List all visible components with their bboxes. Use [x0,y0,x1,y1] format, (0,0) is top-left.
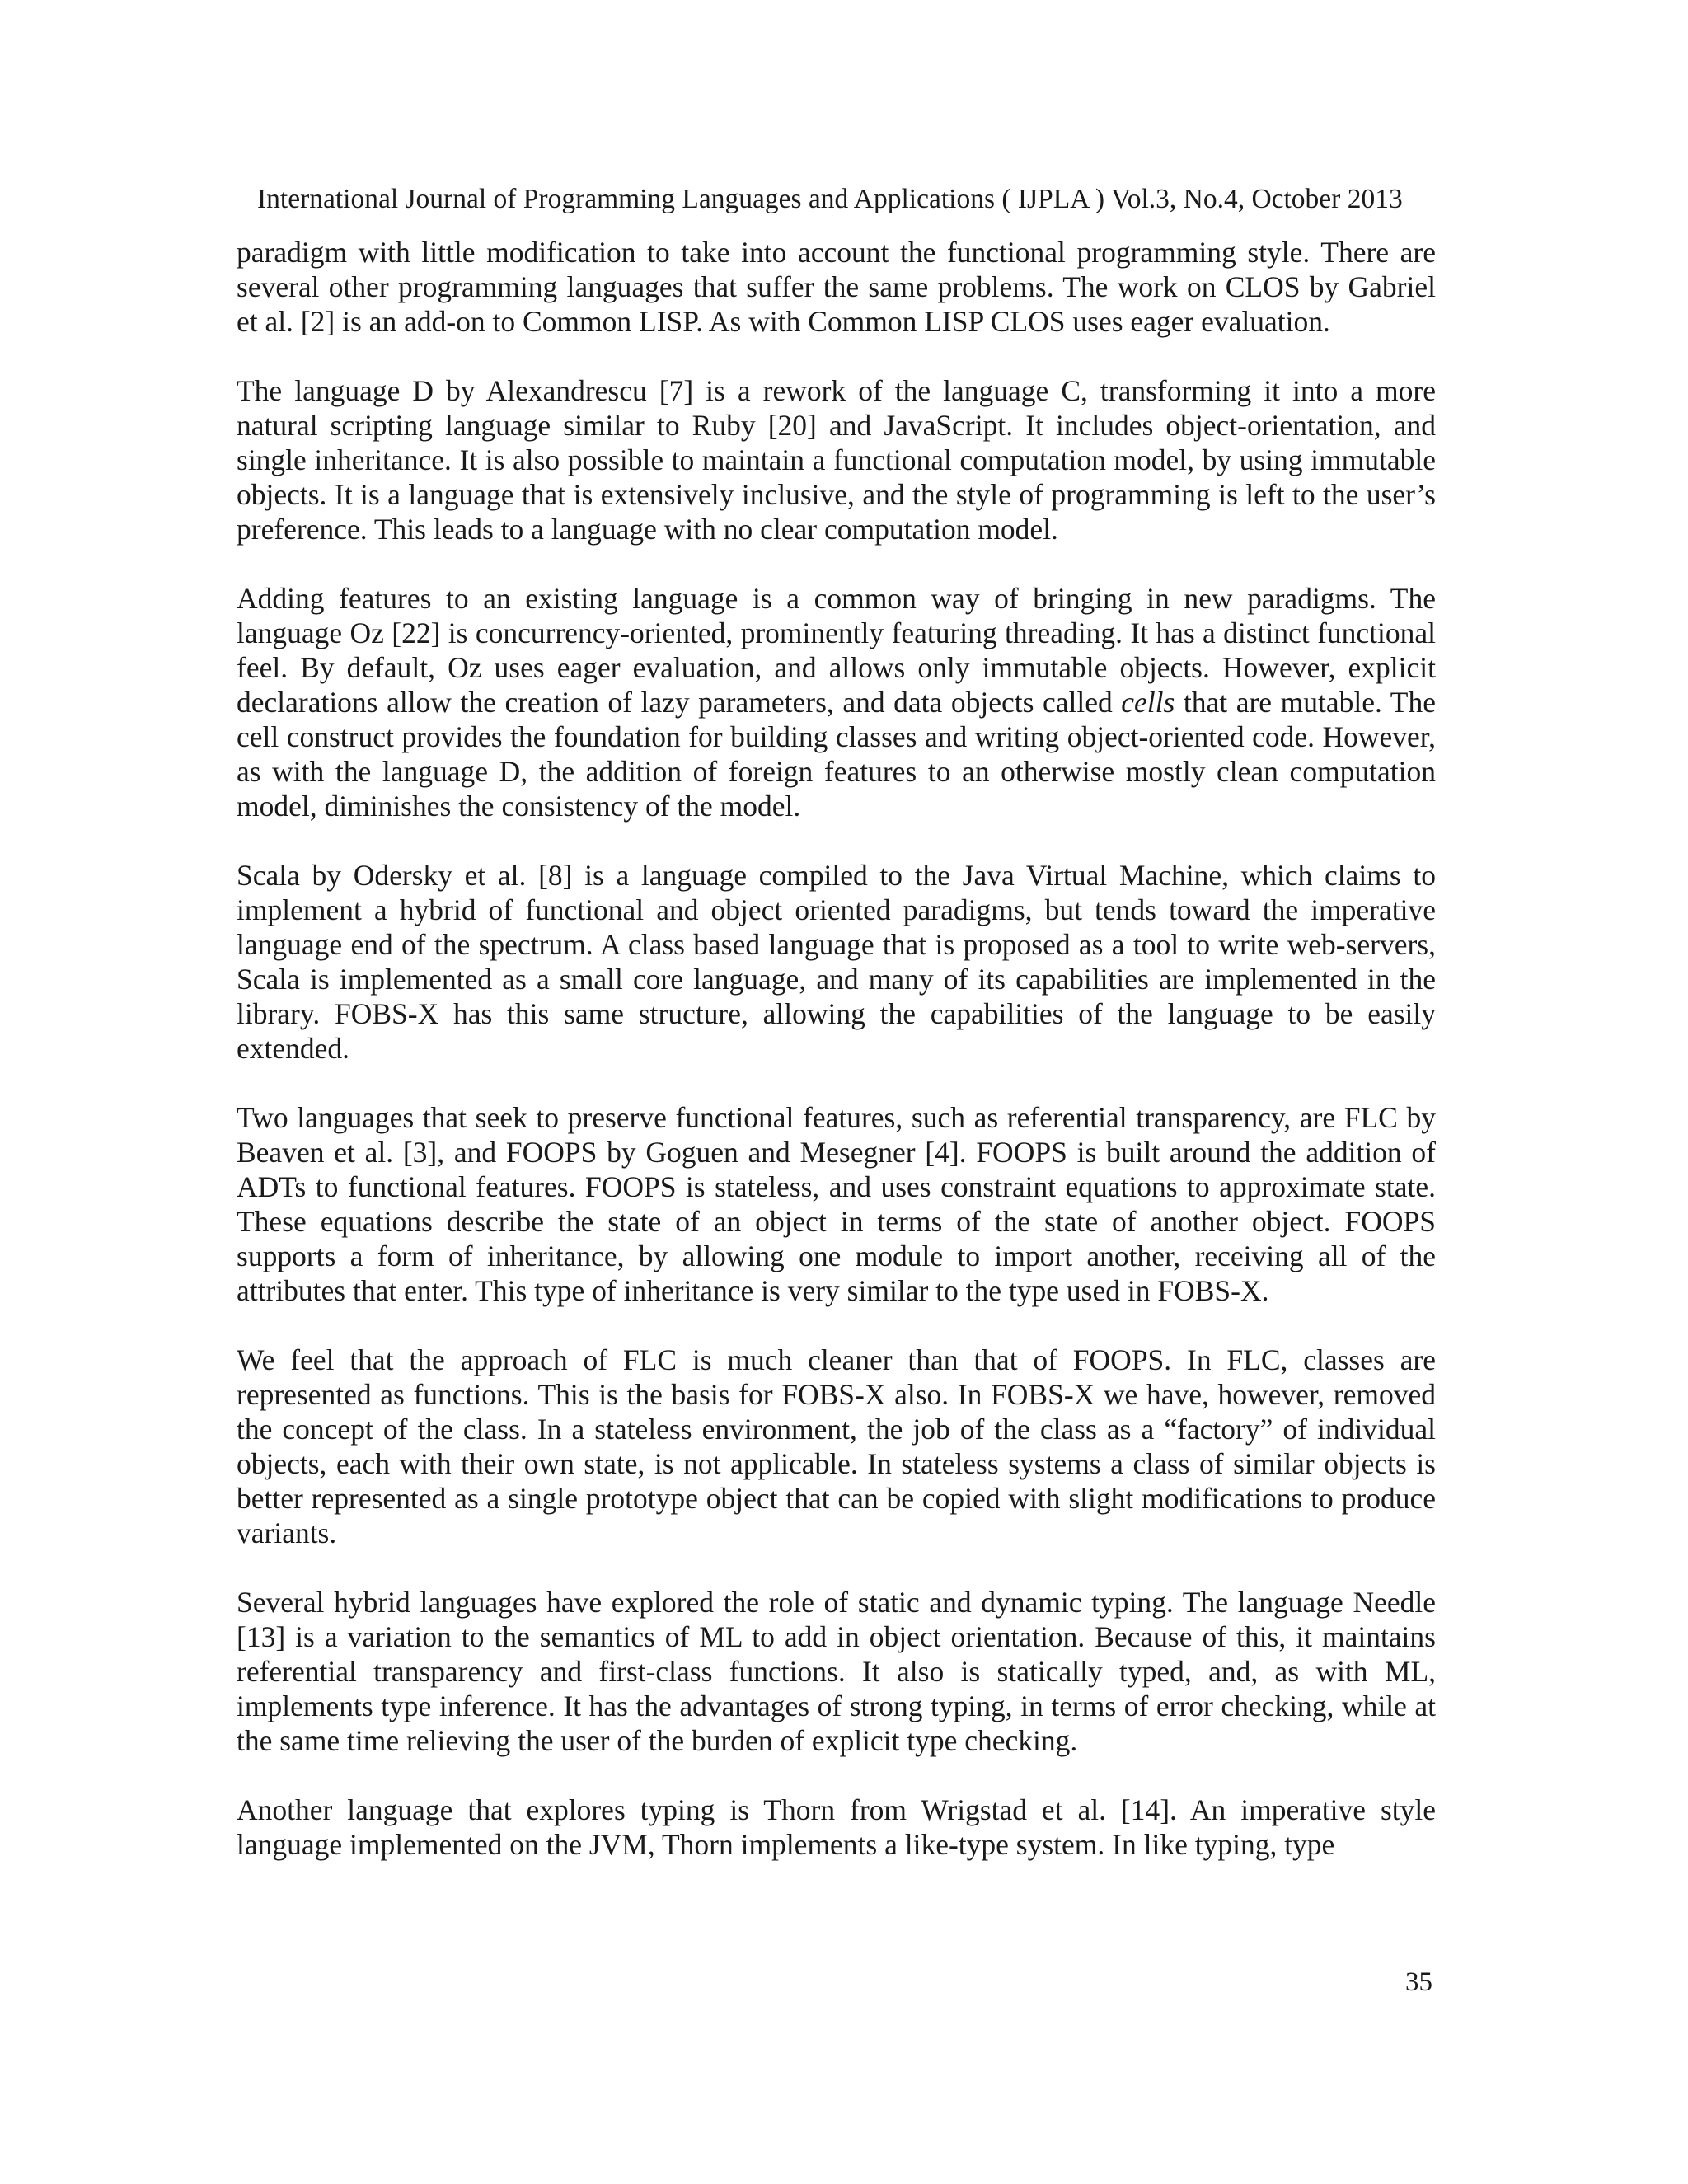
emphasis-cells: cells [1121,686,1175,719]
paragraph-scala: Scala by Odersky et al. [8] is a language compiled to the Java Virtual Machine, which claims to implement a hybrid of functional and object oriented paradigms, but tends toward the imperative language end of the spectrum. A class based language that is proposed as a tool to write web-servers, Scala is implemented as a small core language, and many of its capabilities are implemented in the library. FOBS-X has this same structure, allowing the capabilities of the language to be easily extended. [237,859,1436,1065]
paragraph-language-d: The language D by Alexandrescu [7] is a rework of the language C, transforming it into a more natural scripting language similar to Ruby [20] and JavaScript. It includes object-orientation, and single inheritance. It is also possible to maintain a functional computation model, by using immutable objects. It is a language that is extensively inclusive, and the style of programming is left to the user’s preference. This leads to a language with no clear computation model. [237,374,1436,546]
paragraph-needle: Several hybrid languages have explored the role of static and dynamic typing. The language Needle [13] is a variation to the semantics of ML to add in object orientation. Because of this, it maintains referential transparency and first-class functions. It also is statically typed, and, as with ML, implements type inference. It has the advantages of strong typing, in terms of error checking, while at the same time relieving the user of the burden of explicit type checking. [237,1586,1436,1757]
paragraph-language-oz [237,581,1436,823]
paragraph-oz-text-before: Adding features to an existing language is a common way of bringing in new paradigms. The language Oz [22] is concurrency-oriented, prominently featuring threading. It has a distinct functional feel. By default, Oz uses eager evaluation, and allows only immutable objects. However, explicit declarations allow the creation of lazy parameters, and data objects called [237,582,1436,719]
paragraph-clos: paradigm with little modification to take into account the functional programming style. There are several other programming languages that suffer the same problems. The work on CLOS by Gabriel et al. [2] is an add-on to Common LISP. As with Common LISP CLOS uses eager evaluation. [237,236,1436,338]
paragraph-thorn: Another language that explores typing is Thorn from Wrigstad et al. [14]. An imperative style language implemented on the JVM, Thorn implements a like-type system. In like typing, type [237,1793,1436,1861]
article-body [237,235,1436,1896]
page-number: 35 [1405,1967,1432,1997]
running-header: International Journal of Programming Languages and Applications ( IJPLA ) Vol.3, No.4, October 2013 [257,184,1403,214]
paragraph-flc-foops: Two languages that seek to preserve functional features, such as referential transparency, are FLC by Beaven et al. [3], and FOOPS by Goguen and Mesegner [4]. FOOPS is built around the addition of ADTs to functional features. FOOPS is stateless, and uses constraint equations to approximate state. These equations describe the state of an object in terms of the state of another object. FOOPS supports a form of inheritance, by allowing one module to import another, receiving all of the attributes that enter. This type of inheritance is very similar to the type used in FOBS-X. [237,1101,1436,1307]
paragraph-flc-approach: We feel that the approach of FLC is much cleaner than that of FOOPS. In FLC, classes are represented as functions. This is the basis for FOBS-X also. In FOBS-X we have, however, removed the concept of the class. In a stateless environment, the job of the class as a “factory” of individual objects, each with their own state, is not applicable. In stateless systems a class of similar objects is better represented as a single prototype object that can be copied with slight modifications to produce variants. [237,1343,1436,1549]
paragraph-oz-text-after: that are mutable. The cell construct provides the foundation for building classes and writing object-oriented code. However, as with the language D, the addition of foreign features to an otherwise mostly clean computation model, diminishes the consistency of the model. [237,686,1436,823]
